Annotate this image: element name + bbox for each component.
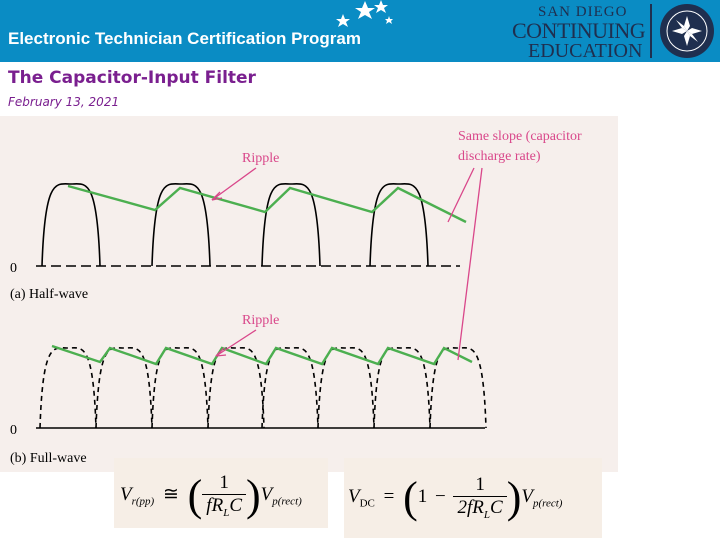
logo-divider: [650, 4, 652, 58]
half-wave-pulse: [262, 184, 320, 266]
ripple-voltage-equation: $V_{r(pp)}$ ≅ ( $\frac{1}{fR_LC}$ )$V_{p(rect)}$: [114, 458, 328, 528]
eq2-minus: −: [435, 485, 446, 507]
slope-arrow-top: [448, 168, 474, 222]
eq2-den-f: 2fR: [457, 497, 484, 519]
stars-decoration: [325, 0, 395, 30]
eq2-one: 1: [417, 485, 428, 507]
eq1-numerator: 1: [202, 472, 246, 495]
caption-full-wave: (b) Full-wave: [10, 451, 87, 466]
half-wave-pulse: [370, 184, 428, 266]
logo-line-3: EDUCATION: [528, 40, 643, 62]
full-wave-pulse: [40, 348, 96, 428]
eq2-lhs: V: [348, 485, 360, 507]
eq1-rhs: V: [260, 483, 273, 505]
college-logo: [508, 2, 646, 62]
slide-date: February 13, 2021: [8, 95, 120, 109]
full-wave-ripple-line: [52, 346, 472, 364]
eq1-den-f: fR: [206, 495, 224, 517]
slope-arrow-bottom: [458, 168, 482, 360]
star-icon: [336, 14, 350, 27]
filter-waveform-figure: [0, 116, 618, 472]
star-icon: [355, 1, 375, 19]
eq2-den-sub: L: [483, 508, 490, 521]
logo-line-2: CONTINUING: [512, 18, 646, 43]
eq1-operator: ≅: [162, 483, 179, 505]
zero-label-top: 0: [10, 261, 17, 276]
dc-voltage-equation: $V_{DC} = (1$ − $\frac{1}{2fR_LC}$ )$V_{p(rect)}$: [344, 458, 602, 538]
logo-line-1: SAN DIEGO: [538, 4, 628, 20]
eq2-numerator: 1: [453, 474, 506, 497]
eq1-lhs-sub: r(pp): [131, 495, 155, 508]
eq2-rhs-sub: p(rect): [532, 497, 563, 510]
eq1-den-c: C: [229, 495, 242, 517]
eq1-den-sub: L: [223, 506, 230, 519]
ripple-arrow-top: [212, 168, 256, 200]
ripple-label-bottom: Ripple: [242, 313, 280, 328]
slide-title: The Capacitor-Input Filter: [8, 68, 256, 88]
eq2-den-c: C: [490, 497, 503, 519]
eq1-rhs-sub: p(rect): [272, 495, 302, 508]
caption-half-wave: (a) Half-wave: [10, 287, 89, 302]
program-title: Electronic Technician Certification Program: [8, 29, 361, 48]
zero-label-bottom: 0: [10, 423, 17, 438]
eq2-operator: =: [383, 485, 395, 507]
eq1-lhs: V: [120, 483, 132, 505]
ripple-label-top: Ripple: [242, 151, 280, 166]
half-wave-pulse: [152, 184, 210, 266]
star-icon: [374, 0, 388, 13]
discharge-rate-label: discharge rate): [458, 149, 541, 164]
star-icon: [385, 16, 393, 24]
college-seal-icon: [658, 2, 716, 60]
same-slope-label: Same slope (capacitor: [458, 129, 582, 144]
half-wave-pulse: [42, 184, 100, 266]
eq2-lhs-sub: DC: [359, 497, 375, 510]
eq2-rhs: V: [521, 485, 533, 507]
